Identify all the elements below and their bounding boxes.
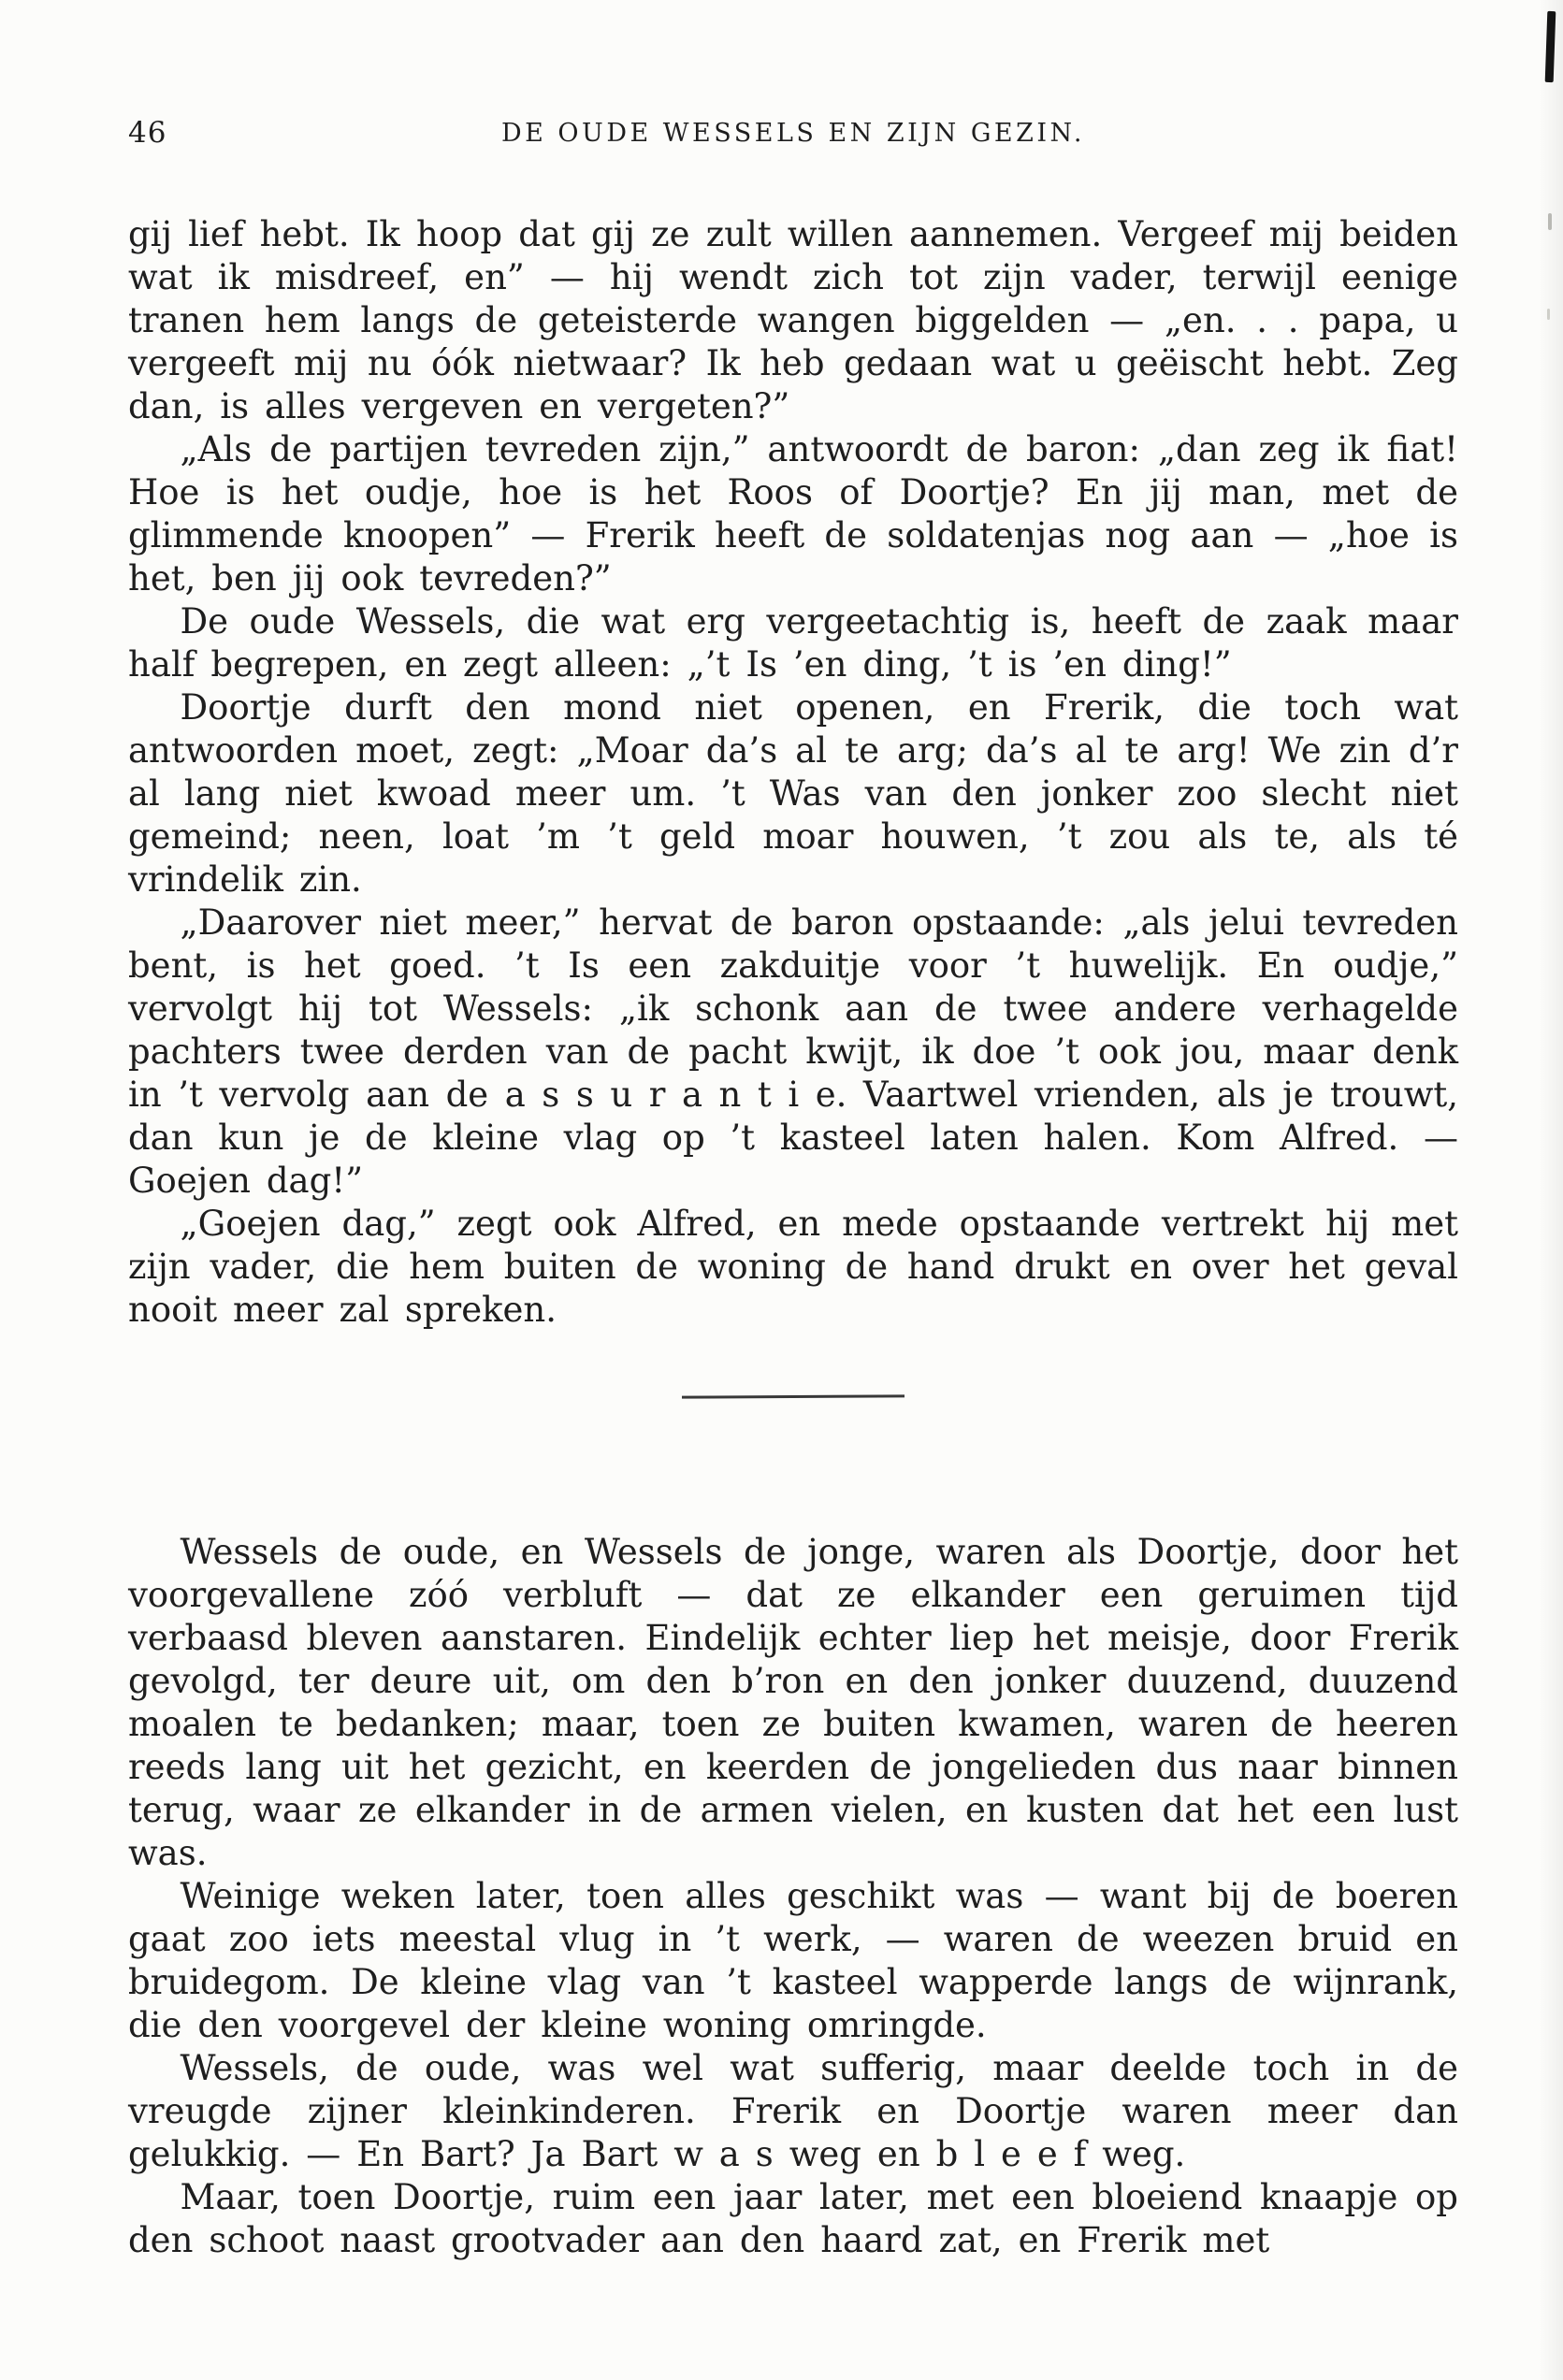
running-title: DE OUDE WESSELS EN ZIJN GEZIN. (500, 119, 1086, 148)
paragraph: „Als de partijen tevreden zijn,” antwoordt de baron: „dan zeg ik fiat! Hoe is het oudje, hoe is het Roos of Doortje? En jij man, met de glimmende knoopen” — Frerik heeft de soldatenjas nog aan — „hoe is het, ben jij ook tevreden?” (128, 429, 1458, 599)
scan-artifact (1548, 213, 1552, 230)
page-edge-shade (1539, 0, 1563, 2380)
scan-artifact (1547, 309, 1550, 320)
paragraph: Weinige weken later, toen alles geschikt was — want bij de boeren gaat zoo iets meestal vlug in ’t werk, — waren de weezen bruid en bruidegom. De kleine vlag van ’t kasteel wapperde langs de wijnrank, die den voorgevel der kleine woning omringde. (128, 1876, 1458, 2045)
paragraph: „Goejen dag,” zegt ook Alfred, en mede opstaande vertrekt hij met zijn vader, die hem buiten de woning de hand drukt en over het geval nooit meer zal spreken. (128, 1204, 1458, 1330)
text-block-lower (128, 1531, 1458, 2262)
page-content (128, 114, 1458, 2262)
paragraph: Wessels de oude, en Wessels de jonge, waren als Doortje, door het voorgevallene zóó verbluft — dat ze elkander een geruimen tijd verbaasd bleven aanstaren. Eindelijk echter liep het meisje, door Frerik gevolgd, ter deure uit, om den b’ron en den jonker duuzend, duuzend moalen te bedanken; maar, toen ze buiten kwamen, waren de heeren reeds lang uit het gezicht, en keerden de jongelieden dus naar binnen terug, waar ze elkander in de armen vielen, en kusten dat het een lust was. (128, 1532, 1458, 1873)
paragraph: Doortje durft den mond niet openen, en Frerik, die toch wat antwoorden moet, zegt: „Moar da’s al te arg; da’s al te arg! We zin d’r al lang niet kwoad meer um. ’t Was van den jonker zoo slecht niet gemeind; neen, loat ’m ’t geld moar houwen, ’t zou als te, als té vrindelik zin. (128, 687, 1458, 900)
section-divider (682, 1394, 905, 1398)
page-header (128, 114, 1458, 159)
paragraph: gij lief hebt. Ik hoop dat gij ze zult willen aannemen. Vergeef mij beiden wat ik misdreef, en” — hij wendt zich tot zijn vader, terwijl eenige tranen hem langs de geteisterde wangen biggelden — „en. . . papa, u vergeeft mij nu óók nietwaar? Ik heb gedaan wat u geëischt hebt. Zeg dan, is alles vergeven en vergeten?” (128, 214, 1458, 426)
page-number: 46 (128, 116, 167, 150)
paragraph: Wessels, de oude, was wel wat sufferig, maar deelde toch in de vreugde zijner kleinkinderen. Frerik en Doortje waren meer dan gelukkig. — En Bart? Ja Bart w a s weg en b l e e f weg. (128, 2048, 1458, 2174)
paragraph: „Daarover niet meer,” hervat de baron opstaande: „als jelui tevreden bent, is het goed. ’t Is een zakduitje voor ’t huwelijk. En oudje,” vervolgt hij tot Wessels: „ik schonk aan de twee andere verhagelde pachters twee derden van de pacht kwijt, ik doe ’t ook jou, maar denk in ’t vervolg aan de a s s u r a n t i e. Vaartwel vrienden, als je trouwt, dan kun je de kleine vlag op ’t kasteel laten halen. Kom Alfred. — Goejen dag!” (128, 902, 1458, 1201)
paragraph: Maar, toen Doortje, ruim een jaar later, met een bloeiend knaapje op den schoot naast grootvader aan den haard zat, en Frerik met (128, 2177, 1458, 2260)
paragraph: De oude Wessels, die wat erg vergeetachtig is, heeft de zaak maar half begrepen, en zegt alleen: „’t Is ’en ding, ’t is ’en ding!” (128, 601, 1458, 685)
text-block-upper (128, 213, 1458, 1332)
